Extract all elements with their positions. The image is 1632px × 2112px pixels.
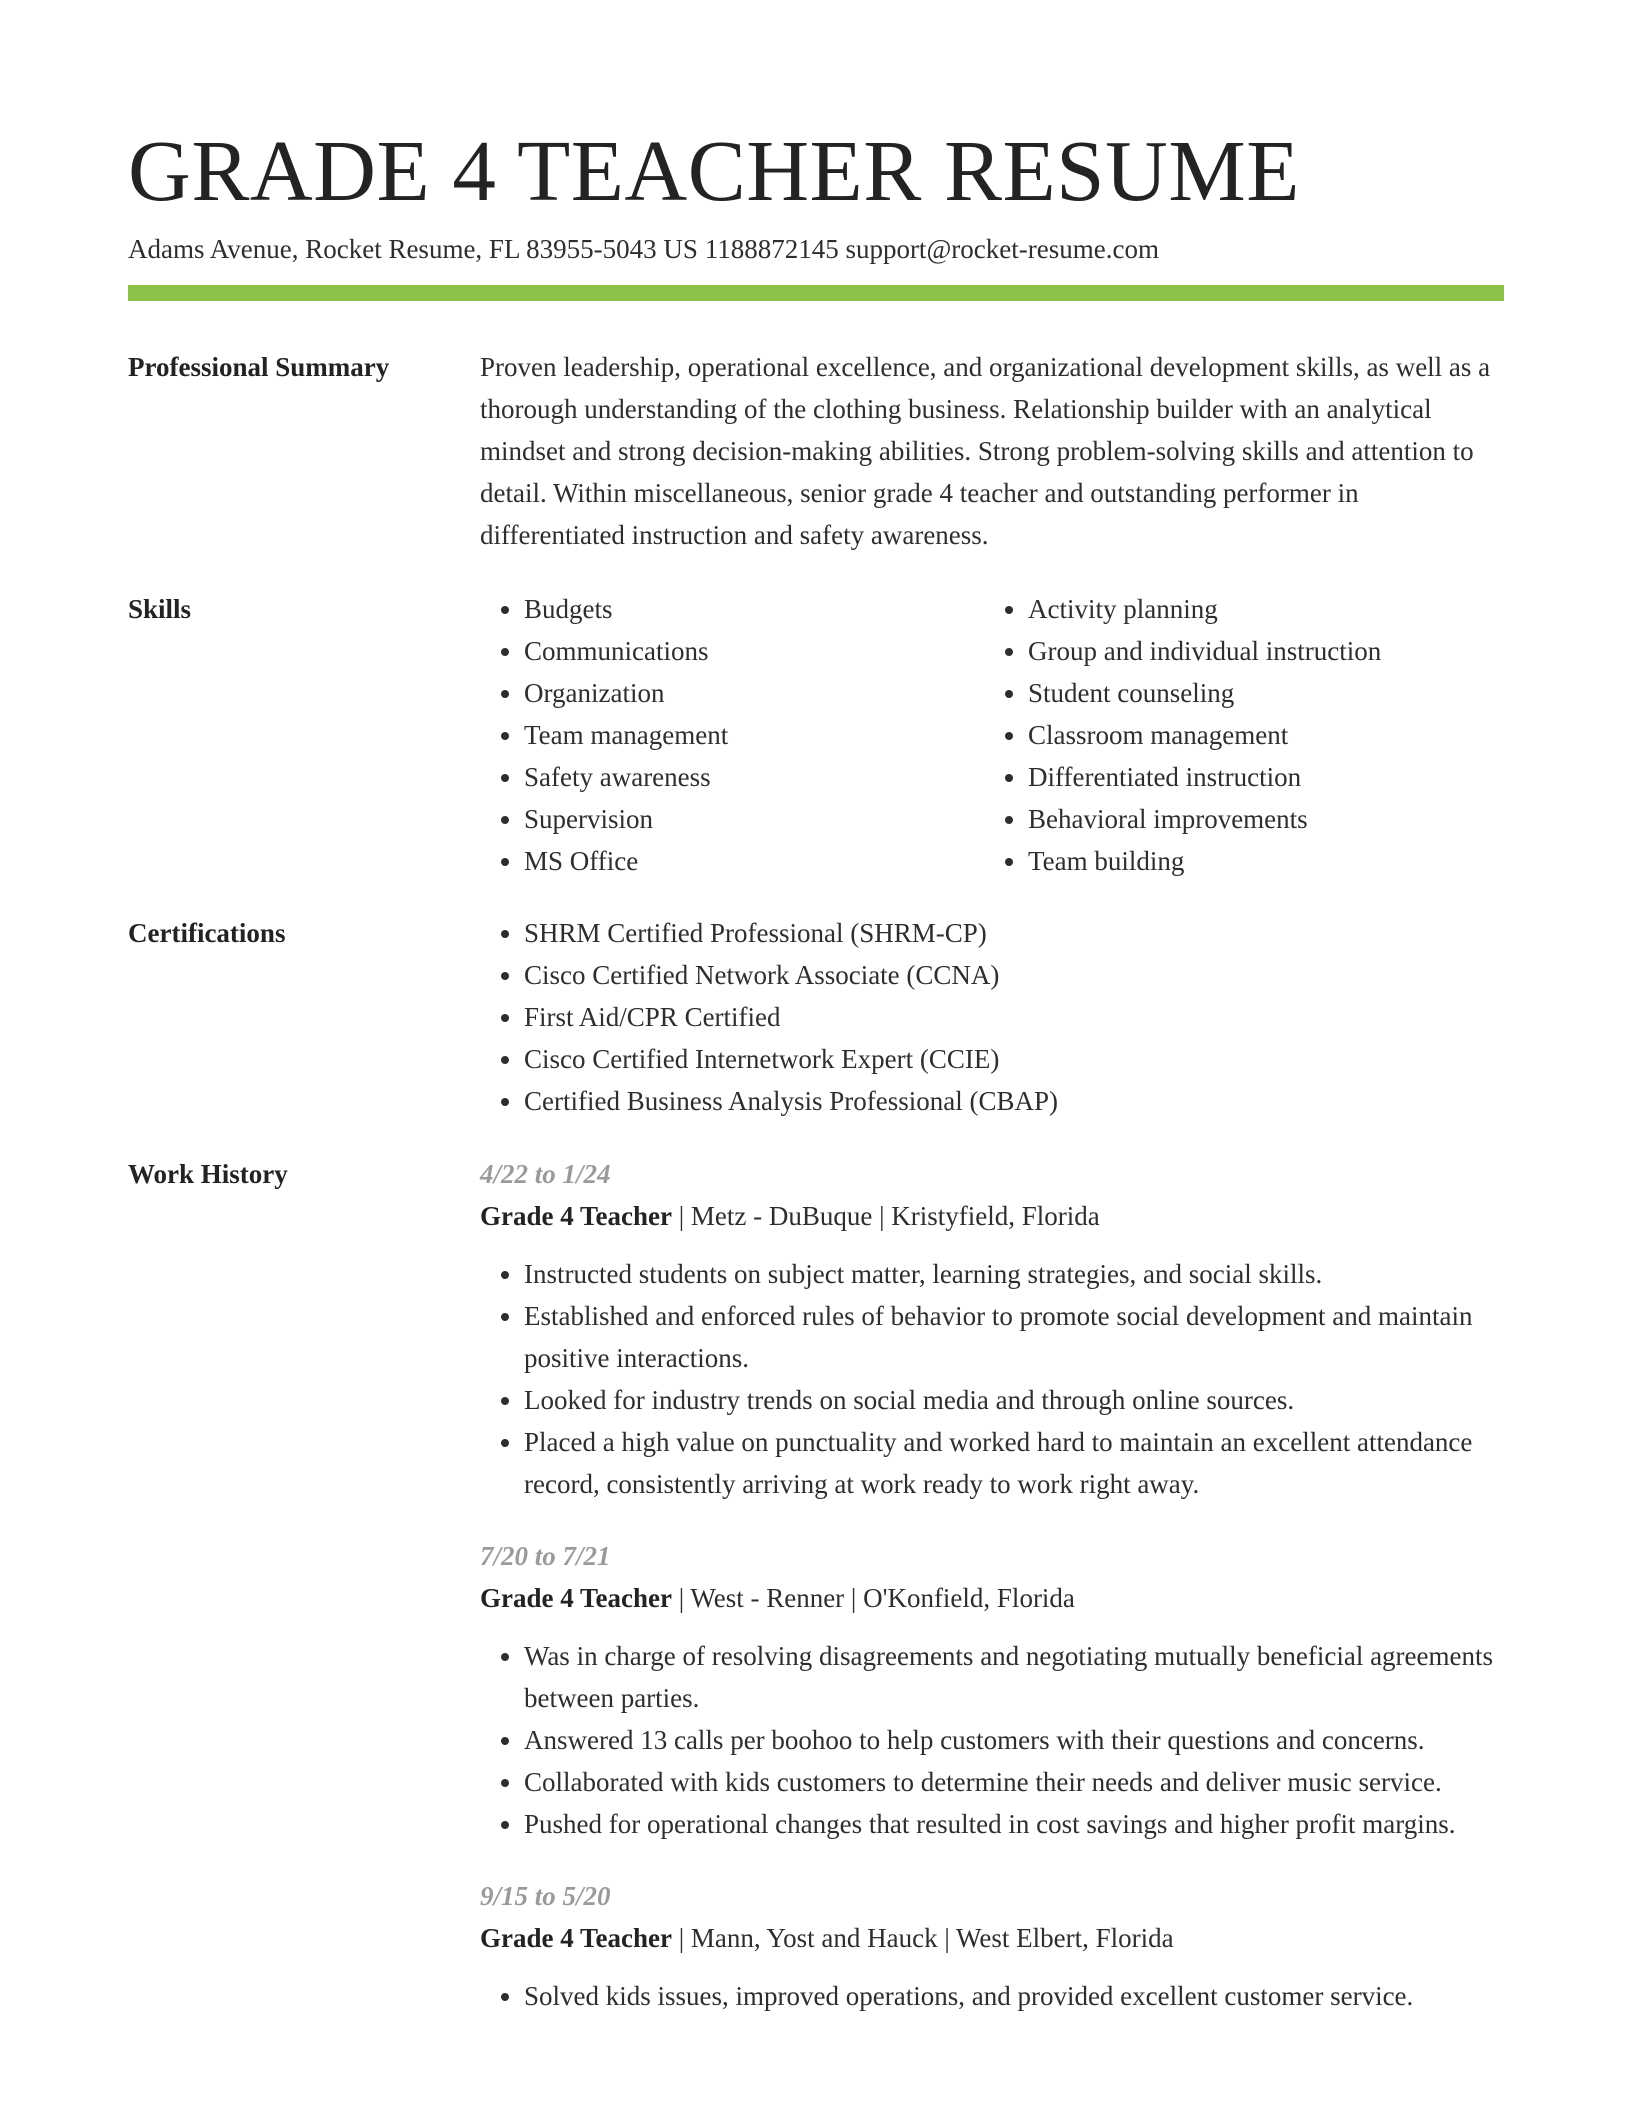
skills-columns [480, 588, 1504, 882]
job-bullet: • Solved kids issues, improved operations, and provided excellent customer service. [524, 1975, 1504, 2017]
certifications-list [480, 912, 1504, 1122]
job-heading [480, 1577, 1504, 1619]
job-title: Grade 4 Teacher [480, 1923, 672, 1953]
skills-column-left [480, 588, 984, 882]
job-bullet: • Established and enforced rules of behavior to promote social development and maintain positive interactions. [524, 1295, 1504, 1379]
job-employer-location: | West - Renner | O'Konfield, Florida [671, 1583, 1075, 1613]
certification-item: • Certified Business Analysis Professional (CBAP) [524, 1080, 1504, 1122]
header-divider [128, 285, 1504, 301]
job-bullet: • Answered 13 calls per boohoo to help customers with their questions and concerns. [524, 1719, 1504, 1761]
skill-item: • Supervision [524, 798, 984, 840]
resume-title: GRADE 4 TEACHER RESUME [128, 122, 1300, 219]
work-history-body [480, 1153, 1504, 2047]
skills-list-left [480, 588, 984, 882]
job-bullets [480, 1253, 1504, 1505]
job-title: Grade 4 Teacher [480, 1583, 672, 1613]
job-employer-location: | Metz - DuBuque | Kristyfield, Florida [671, 1201, 1100, 1231]
skill-item: • Classroom management [1028, 714, 1488, 756]
job-entry [480, 1153, 1504, 1505]
certification-item: • SHRM Certified Professional (SHRM-CP) [524, 912, 1504, 954]
summary-label: Professional Summary [128, 352, 390, 382]
skill-item: • Student counseling [1028, 672, 1488, 714]
job-entry [480, 1535, 1504, 1845]
certification-item: • First Aid/CPR Certified [524, 996, 1504, 1038]
skills-label: Skills [128, 594, 192, 624]
job-title: Grade 4 Teacher [480, 1201, 672, 1231]
job-date: 7/20 to 7/21 [480, 1541, 611, 1571]
skill-item: • Differentiated instruction [1028, 756, 1488, 798]
certifications-label: Certifications [128, 918, 286, 948]
work-history-label: Work History [128, 1159, 288, 1189]
job-bullet: • Instructed students on subject matter, learning strategies, and social skills. [524, 1253, 1504, 1295]
skills-column-right [984, 588, 1488, 882]
certifications-body [480, 912, 1504, 1122]
skills-list-right [984, 588, 1488, 882]
job-bullets [480, 1635, 1504, 1845]
job-bullet: • Was in charge of resolving disagreements and negotiating mutually beneficial agreements between parties. [524, 1635, 1504, 1719]
job-bullet: • Looked for industry trends on social media and through online sources. [524, 1379, 1504, 1421]
summary-body [480, 346, 1504, 556]
skill-item: • Team building [1028, 840, 1488, 882]
job-bullet: • Pushed for operational changes that resulted in cost savings and higher profit margins. [524, 1803, 1504, 1845]
job-heading [480, 1917, 1504, 1959]
contact-line: Adams Avenue, Rocket Resume, FL 83955-5043 US 1188872145 support@rocket-resume.com [128, 234, 1159, 264]
skill-item: • MS Office [524, 840, 984, 882]
job-bullets [480, 1975, 1504, 2017]
skill-item: • Team management [524, 714, 984, 756]
job-entry [480, 1875, 1504, 2017]
skill-item: • Safety awareness [524, 756, 984, 798]
summary-text: Proven leadership, operational excellence, and organizational development skills, as well as a thorough understanding of the clothing business. Relationship builder with an analytical mindset and strong decision-making abilities. Strong problem-solving skills and attention to detail. Within miscellaneous, senior grade 4 teacher and outstanding performer in differentiated instruction and safety awareness. [480, 352, 1491, 550]
job-employer-location: | Mann, Yost and Hauck | West Elbert, Florida [671, 1923, 1174, 1953]
certification-item: • Cisco Certified Internetwork Expert (CCIE) [524, 1038, 1504, 1080]
job-bullet: • Placed a high value on punctuality and worked hard to maintain an excellent attendance record, consistently arriving at work ready to work right away. [524, 1421, 1504, 1505]
skills-body [480, 588, 1504, 882]
skill-item: • Activity planning [1028, 588, 1488, 630]
skill-item: • Group and individual instruction [1028, 630, 1488, 672]
job-bullet: • Collaborated with kids customers to determine their needs and deliver music service. [524, 1761, 1504, 1803]
skill-item: • Communications [524, 630, 984, 672]
skill-item: • Behavioral improvements [1028, 798, 1488, 840]
job-date: 4/22 to 1/24 [480, 1159, 611, 1189]
skill-item: • Budgets [524, 588, 984, 630]
skill-item: • Organization [524, 672, 984, 714]
job-heading [480, 1195, 1504, 1237]
job-date: 9/15 to 5/20 [480, 1881, 611, 1911]
certification-item: • Cisco Certified Network Associate (CCNA) [524, 954, 1504, 996]
